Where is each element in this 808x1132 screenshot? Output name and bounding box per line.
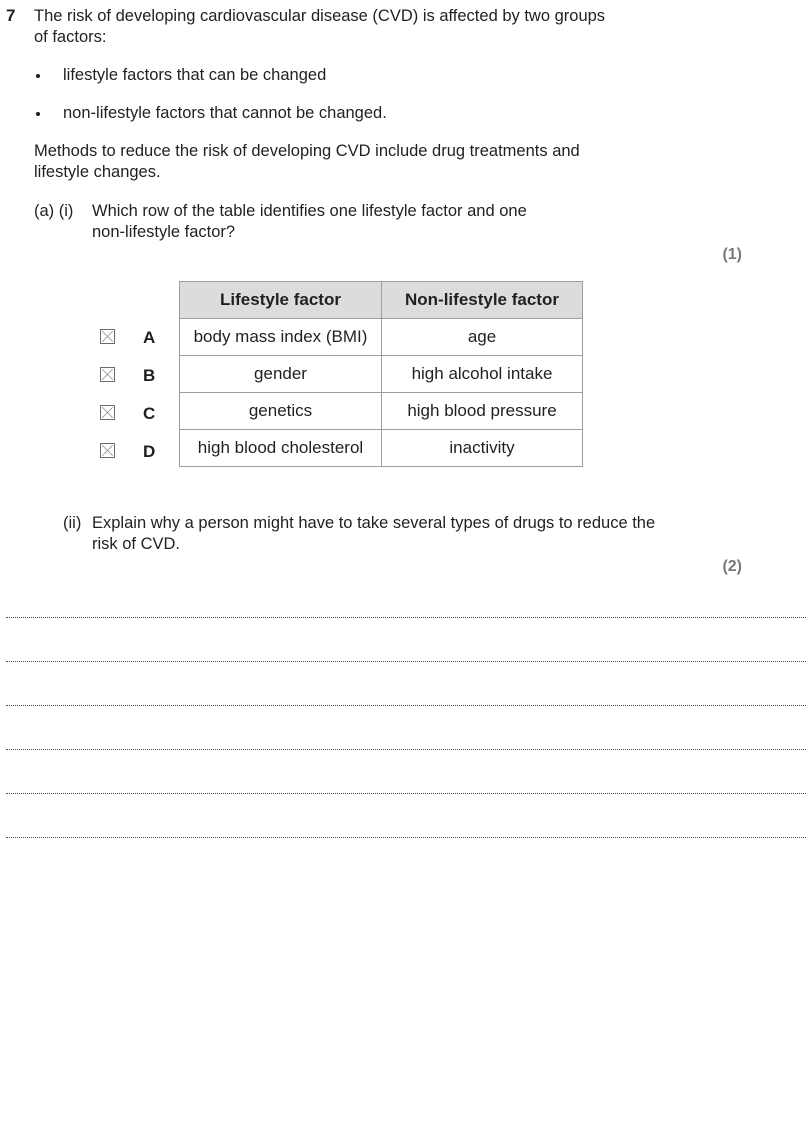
answer-line[interactable] (6, 617, 806, 618)
methods-line-1: Methods to reduce the risk of developing CVD include drug treatments and (34, 142, 580, 160)
answer-line[interactable] (6, 661, 806, 662)
checkbox-option-c[interactable] (100, 405, 115, 420)
cell-non-lifestyle: inactivity (382, 430, 583, 467)
option-letter-d: D (143, 442, 156, 461)
table-row (180, 356, 583, 393)
methods-line-2: lifestyle changes. (34, 163, 161, 181)
header-lifestyle: Lifestyle factor (180, 282, 382, 319)
part-a-ii-label: (ii) (63, 514, 82, 532)
cell-non-lifestyle: age (382, 319, 583, 356)
table-row (180, 393, 583, 430)
bullet-lifestyle: lifestyle factors that can be changed (63, 66, 327, 84)
bullet-dot-icon (36, 74, 40, 78)
question-intro (34, 6, 605, 48)
answer-line[interactable] (6, 705, 806, 706)
part-a-i-marks: (1) (722, 246, 742, 263)
cell-non-lifestyle: high alcohol intake (382, 356, 583, 393)
part-a-i-prompt (92, 201, 527, 243)
part-a-ii-prompt-line-2: risk of CVD. (92, 535, 181, 553)
part-a-ii-marks: (2) (722, 558, 742, 575)
answer-line[interactable] (6, 837, 806, 838)
cell-lifestyle: gender (180, 356, 382, 393)
checkbox-option-a[interactable] (100, 329, 115, 344)
cell-non-lifestyle: high blood pressure (382, 393, 583, 430)
table-row (180, 319, 583, 356)
checkbox-option-d[interactable] (100, 443, 115, 458)
part-a-ii-prompt-line-1: Explain why a person might have to take several types of drugs to reduce the (92, 514, 656, 532)
options-table (179, 281, 583, 467)
option-letter-a: A (143, 328, 156, 347)
question-intro-line-2: of factors: (34, 28, 107, 46)
methods-paragraph (34, 141, 580, 183)
part-a-i-prompt-line-2: non-lifestyle factor? (92, 223, 236, 241)
question-intro-line-1: The risk of developing cardiovascular disease (CVD) is affected by two groups (34, 7, 606, 25)
cell-lifestyle: genetics (180, 393, 382, 430)
option-letter-b: B (143, 366, 156, 385)
bullet-non-lifestyle: non-lifestyle factors that cannot be changed. (63, 104, 387, 122)
header-non-lifestyle: Non-lifestyle factor (382, 282, 583, 319)
cell-lifestyle: body mass index (BMI) (180, 319, 382, 356)
table-header-row (180, 282, 583, 319)
cell-lifestyle: high blood cholesterol (180, 430, 382, 467)
part-a-ii-prompt (92, 513, 655, 555)
bullet-dot-icon (36, 112, 40, 116)
question-number: 7 (6, 6, 16, 25)
part-a-i-prompt-line-1: Which row of the table identifies one lifestyle factor and one (92, 202, 527, 220)
table-row (180, 430, 583, 467)
checkbox-option-b[interactable] (100, 367, 115, 382)
answer-line[interactable] (6, 749, 806, 750)
answer-line[interactable] (6, 793, 806, 794)
option-letter-c: C (143, 404, 156, 423)
part-a-i-label: (a) (i) (34, 202, 74, 220)
